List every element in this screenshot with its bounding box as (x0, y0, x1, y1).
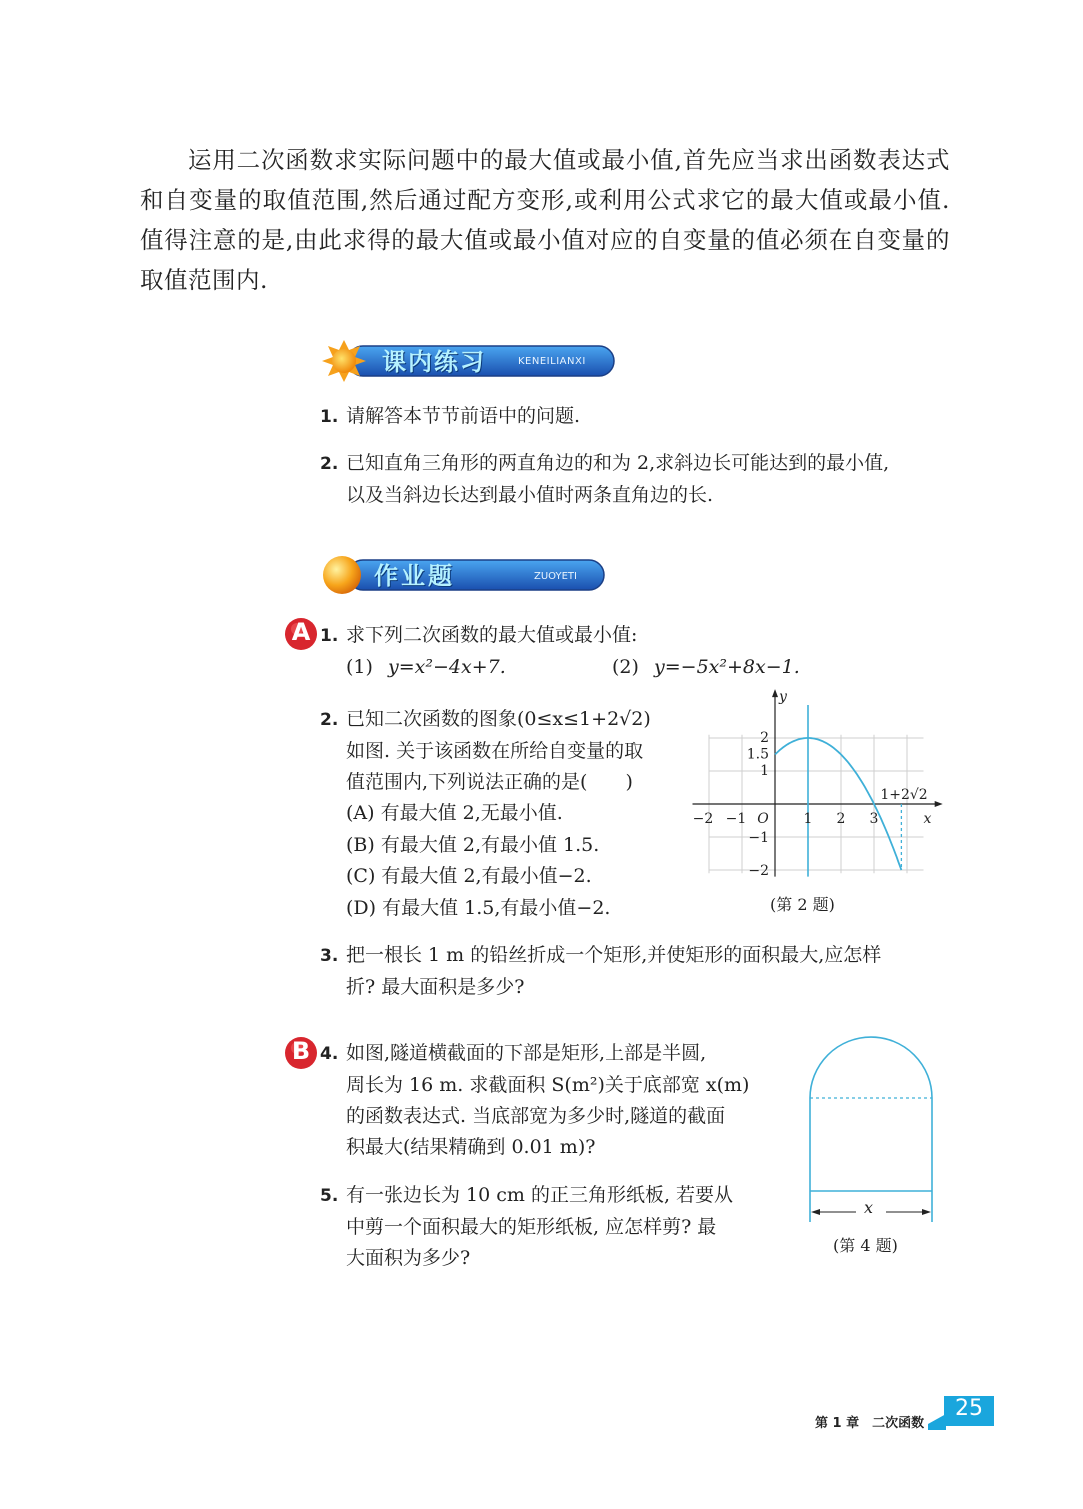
y-axis-arrow (772, 689, 778, 697)
x-axis-arrow (935, 801, 943, 807)
q2-option-a: (A) 有最大值 2,无最小值. (346, 802, 563, 824)
q1-part1-expr: y=x²−4x+7. (388, 656, 506, 678)
q4-line2: 周长为 16 m. 求截面积 S(m²)关于底部宽 x(m) (346, 1074, 750, 1096)
q1-part2-label: (2) (612, 656, 639, 678)
q3-line2: 折? 最大面积是多少? (346, 976, 525, 998)
x-tick-label: 3 (869, 811, 879, 827)
homework-q5 (320, 1180, 790, 1274)
q2-line3: 值范围内,下列说法正确的是( ) (346, 771, 633, 793)
parabola-chart (685, 688, 955, 888)
homework-q2 (320, 704, 700, 924)
practice-pinyin: KENEILIANXI (518, 356, 586, 367)
q5-line2: 中剪一个面积最大的矩形纸板, 应怎样剪? 最 (346, 1216, 717, 1238)
homework-title: 作业题 (374, 562, 455, 590)
tunnel-semicircle (810, 1037, 932, 1098)
tunnel-width-label: x (864, 1198, 874, 1217)
homework-q1 (320, 620, 960, 683)
q5-line1: 有一张边长为 10 cm 的正三角形纸板, 若要从 (346, 1184, 734, 1206)
q4-line4: 积最大(结果精确到 0.01 m)? (346, 1136, 596, 1158)
intro-paragraph: 运用二次函数求实际问题中的最大值或最小值,首先应当求出函数表达式和自变量的取值范围,然后通过配方变形,或利用公式求它的最大值或最小值.值得注意的是,由此求得的最大值或最小值对应的自变量的值必须在自变量的取值范围内. (140, 146, 950, 294)
y-tick-label: −1 (748, 830, 769, 846)
q1-part1-label: (1) (346, 656, 373, 678)
chapter-footer: 第 1 章 二次函数 (815, 1416, 925, 1431)
x-tick-label: −2 (692, 811, 714, 827)
x-axis-label: x (923, 811, 932, 827)
practice-title: 课内练习 (382, 348, 486, 376)
item-number: 1. (320, 407, 339, 427)
practice-banner (318, 338, 618, 382)
page-number: 25 (955, 1396, 983, 1421)
q3-number: 3. (320, 946, 339, 966)
q4-line3: 的函数表达式. 当底部宽为多少时,隧道的截面 (346, 1105, 726, 1127)
q1-part2-expr: y=−5x²+8x−1. (654, 656, 800, 678)
q1-parts (320, 652, 960, 683)
ball-icon (323, 556, 361, 594)
q2-option-d: (D) 有最大值 1.5,有最小值−2. (346, 896, 611, 919)
q1-number: 1. (320, 626, 339, 646)
practice-item-1 (320, 401, 960, 433)
q2-number: 2. (320, 710, 339, 730)
intro-text (140, 140, 950, 300)
y-tick-label: 1 (760, 763, 769, 779)
item-text: 请解答本节节前语中的问题. (346, 405, 581, 427)
q2-line1: 已知二次函数的图象(0≤x≤1+2√2) (346, 708, 651, 730)
level-b-label: B (291, 1037, 311, 1065)
q5-number: 5. (320, 1186, 339, 1206)
q2-option-b: (B) 有最大值 2,有最小值 1.5. (346, 833, 600, 856)
q4-caption: (第 4 题) (833, 1236, 898, 1255)
level-b-badge (284, 1036, 318, 1070)
q1-text: 求下列二次函数的最大值或最小值: (346, 624, 638, 646)
x-tick-label: 2 (836, 811, 846, 827)
q2-line2: 如图. 关于该函数在所给自变量的取 (346, 740, 644, 762)
homework-banner (318, 550, 608, 596)
q2-caption: (第 2 题) (770, 895, 835, 914)
q4-number: 4. (320, 1044, 339, 1064)
q2-option-c: (C) 有最大值 2,有最小值−2. (346, 865, 592, 887)
homework-q4 (320, 1038, 790, 1163)
level-a-label: A (291, 618, 311, 646)
homework-pinyin: ZUOYETI (534, 571, 577, 582)
level-a-badge (284, 617, 318, 651)
y-tick-label: −2 (748, 863, 769, 879)
y-axis-label: y (779, 689, 787, 705)
q4-line1: 如图,隧道横截面的下部是矩形,上部是半圆, (346, 1042, 707, 1064)
q3-line1: 把一根长 1 m 的铅丝折成一个矩形,并使矩形的面积最大,应怎样 (346, 944, 882, 966)
item-text-line1: 已知直角三角形的两直角边的和为 2,求斜边长可能达到的最小值, (346, 452, 890, 474)
x-tick-label: −1 (725, 811, 747, 827)
q5-line3: 大面积为多少? (346, 1247, 471, 1269)
practice-item-2 (320, 448, 960, 511)
x-end-annotation: 1+2√2 (880, 787, 928, 803)
y-tick-label: 1.5 (746, 746, 769, 763)
item-number: 2. (320, 454, 339, 474)
x-tick-label: 1 (803, 811, 813, 827)
origin-label: O (757, 811, 769, 827)
item-text-line2: 以及当斜边长达到最小值时两条直角边的长. (346, 484, 714, 506)
y-tick-label: 2 (760, 730, 769, 746)
homework-q3 (320, 940, 960, 1003)
